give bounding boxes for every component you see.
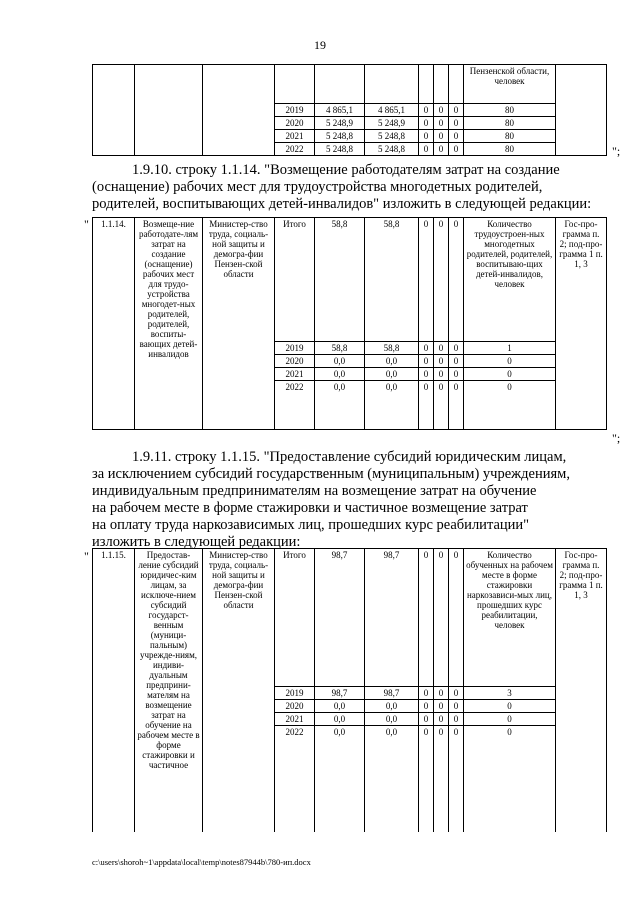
table-cell: 0 bbox=[434, 549, 449, 687]
table-cell: 0 bbox=[419, 549, 434, 687]
table-cell: 0 bbox=[449, 368, 464, 381]
table-cell: 2021 bbox=[275, 713, 315, 726]
table-cell bbox=[135, 65, 203, 156]
indicator-name: Количество трудоустроен-ных многодетных родителей, родителей, воспитываю-щих детей-инвалидов, человек bbox=[464, 218, 556, 342]
table-cell: 0 bbox=[464, 355, 556, 368]
table-cell: 0 bbox=[434, 218, 449, 342]
table-cell: 0 bbox=[419, 130, 434, 143]
table-cell: 0 bbox=[449, 117, 464, 130]
table-cell: 0 bbox=[449, 549, 464, 687]
table-cell: 0 bbox=[434, 355, 449, 368]
table-cell: 0 bbox=[464, 726, 556, 832]
table-cell: 0,0 bbox=[315, 355, 365, 368]
paragraph-1-9-11-line-6: изложить в следующей редакции: bbox=[92, 534, 301, 550]
table-cell: 0 bbox=[434, 381, 449, 430]
table-cell: 0,0 bbox=[315, 368, 365, 381]
table-cell: 2019 bbox=[275, 104, 315, 117]
table-cell: 0,0 bbox=[365, 381, 419, 430]
table-cell: 0 bbox=[419, 713, 434, 726]
table-top-continuation bbox=[92, 64, 607, 156]
table-cell: 58,8 bbox=[315, 218, 365, 342]
table-cell: 2021 bbox=[275, 368, 315, 381]
row-number: 1.1.15. bbox=[93, 549, 135, 832]
table-cell: 4 865,1 bbox=[315, 104, 365, 117]
table-cell: 98,7 bbox=[315, 687, 365, 700]
indicator-name: Количество обученных на рабочем месте в форме стажировки наркозависи-мых лиц, прошедших курс реабилитации, человек bbox=[464, 549, 556, 687]
table-cell: 80 bbox=[464, 104, 556, 117]
table-cell: 0 bbox=[419, 368, 434, 381]
table-cell: 0 bbox=[449, 687, 464, 700]
table-cell: 0 bbox=[434, 143, 449, 156]
open-quote: " bbox=[84, 217, 89, 231]
table-cell: 0 bbox=[434, 368, 449, 381]
paragraph-1-9-11-line-5: на оплату труда наркозависимых лиц, прошедших курс реабилитации" bbox=[92, 517, 530, 533]
table-cell: 0,0 bbox=[315, 381, 365, 430]
program-ref: Гос-про-грамма п. 2; под-про-грамма 1 п. 1, 3 bbox=[556, 218, 607, 430]
table-cell: 0 bbox=[449, 700, 464, 713]
table-cell: 2022 bbox=[275, 143, 315, 156]
table-cell: 5 248,8 bbox=[315, 130, 365, 143]
table-cell: 0,0 bbox=[315, 713, 365, 726]
table-cell: 98,7 bbox=[365, 549, 419, 687]
paragraph-1-9-11-line-3: индивидуальным предпринимателям на возмещение затрат на обучение bbox=[92, 483, 537, 499]
open-quote: " bbox=[84, 549, 89, 563]
table-cell: 3 bbox=[464, 687, 556, 700]
table-cell: 5 248,9 bbox=[315, 117, 365, 130]
table-cell: 2020 bbox=[275, 355, 315, 368]
table-cell: 0,0 bbox=[365, 726, 419, 832]
table-cell bbox=[203, 65, 275, 156]
table-cell: 1 bbox=[464, 342, 556, 355]
table-cell: 2019 bbox=[275, 342, 315, 355]
table-cell bbox=[419, 65, 434, 104]
table-cell: 58,8 bbox=[315, 342, 365, 355]
table-cell bbox=[434, 65, 449, 104]
table-cell: 0 bbox=[434, 117, 449, 130]
table-cell bbox=[556, 65, 607, 156]
table-cell: 0,0 bbox=[315, 700, 365, 713]
table-cell bbox=[275, 65, 315, 104]
table-cell: 0 bbox=[434, 342, 449, 355]
table-cell: 0 bbox=[449, 342, 464, 355]
table-cell: 0 bbox=[434, 687, 449, 700]
close-quote: "; bbox=[612, 144, 621, 158]
row-number: 1.1.14. bbox=[93, 218, 135, 430]
table-cell: 0,0 bbox=[365, 713, 419, 726]
table-cell bbox=[315, 65, 365, 104]
close-quote: "; bbox=[612, 431, 621, 445]
table-cell: 0,0 bbox=[365, 700, 419, 713]
table-cell: Итого bbox=[275, 549, 315, 687]
table-cell: 80 bbox=[464, 130, 556, 143]
table-cell: 0 bbox=[449, 381, 464, 430]
indicator-unit: Пензенской области, человек bbox=[464, 65, 556, 104]
table-cell: 0 bbox=[449, 713, 464, 726]
table-cell: 0 bbox=[464, 713, 556, 726]
table-cell bbox=[93, 65, 135, 156]
table-cell: 0,0 bbox=[365, 368, 419, 381]
table-cell: 0 bbox=[419, 342, 434, 355]
table-cell: Итого bbox=[275, 218, 315, 342]
table-cell: 5 248,8 bbox=[365, 130, 419, 143]
table-cell: 0 bbox=[419, 117, 434, 130]
table-cell: 0 bbox=[419, 726, 434, 832]
table-cell: 0 bbox=[419, 687, 434, 700]
measure-name: Предостав-ление субсидий юридичес-ким лицам, за исключе-нием субсидий государст-венным (муници-пальным) учрежде-ниям, индиви-дуальным предприни-мателям на возмещение затрат на обучение на рабочем месте в форме стажировки и частичное bbox=[135, 549, 203, 832]
table-cell: 5 248,8 bbox=[315, 143, 365, 156]
measure-name: Возмеще-ние работодате-лям затрат на создание (оснащение) рабочих мест для трудо-устройства многодет-ных родителей, родителей, воспиты-вающих детей-инвалидов bbox=[135, 218, 203, 430]
table-cell: 2022 bbox=[275, 381, 315, 430]
table-cell: 2019 bbox=[275, 687, 315, 700]
table-cell: 0 bbox=[449, 355, 464, 368]
table-cell: 0 bbox=[419, 104, 434, 117]
table-cell: 4 865,1 bbox=[365, 104, 419, 117]
paragraph-1-9-10-line-3: родителей, воспитывающих детей-инвалидов" изложить в следующей редакции: bbox=[92, 196, 592, 212]
table-cell: 2022 bbox=[275, 726, 315, 832]
table-cell: 98,7 bbox=[365, 687, 419, 700]
paragraph-1-9-10-line-1: 1.9.10. строку 1.1.14. "Возмещение работодателям затрат на создание bbox=[132, 162, 560, 178]
table-cell: 0 bbox=[464, 368, 556, 381]
table-cell: 80 bbox=[464, 117, 556, 130]
table-cell: 0 bbox=[419, 143, 434, 156]
table-cell bbox=[449, 65, 464, 104]
table-cell: 0 bbox=[419, 700, 434, 713]
table-cell: 2021 bbox=[275, 130, 315, 143]
table-cell: 0 bbox=[419, 381, 434, 430]
table-cell: 0 bbox=[464, 700, 556, 713]
table-cell: 0,0 bbox=[365, 355, 419, 368]
table-cell: 5 248,8 bbox=[365, 143, 419, 156]
paragraph-1-9-11-line-4: на рабочем месте в форме стажировки и частичное возмещение затрат bbox=[92, 500, 528, 516]
footer-file-path: c:\users\shoroh~1\appdata\local\temp\notes87944b\780-ип.docx bbox=[92, 857, 311, 867]
table-cell bbox=[365, 65, 419, 104]
table-cell: 0 bbox=[434, 726, 449, 832]
table-cell: 0 bbox=[449, 130, 464, 143]
table-cell: 0 bbox=[449, 726, 464, 832]
table-cell: 2020 bbox=[275, 117, 315, 130]
table-cell: 98,7 bbox=[315, 549, 365, 687]
table-cell: 0 bbox=[464, 381, 556, 430]
program-ref: Гос-про-грамма п. 2; под-про-грамма 1 п. 1, 3 bbox=[556, 549, 607, 832]
table-cell: 0 bbox=[419, 218, 434, 342]
executor: Министер-ство труда, социаль-ной защиты и демогра-фии Пензен-ской области bbox=[203, 218, 275, 430]
table-cell: 5 248,9 bbox=[365, 117, 419, 130]
table-cell: 0,0 bbox=[315, 726, 365, 832]
table-cell: 0 bbox=[449, 218, 464, 342]
table-row-1-1-15 bbox=[92, 548, 607, 832]
page-number: 19 bbox=[314, 38, 326, 52]
paragraph-1-9-11-line-2: за исключением субсидий государственным (муниципальным) учреждениям, bbox=[92, 466, 570, 482]
table-cell: 0 bbox=[434, 104, 449, 117]
paragraph-1-9-11-line-1: 1.9.11. строку 1.1.15. "Предоставление субсидий юридическим лицам, bbox=[132, 449, 567, 465]
table-cell: 2020 bbox=[275, 700, 315, 713]
table-cell: 0 bbox=[449, 104, 464, 117]
table-row-1-1-14 bbox=[92, 217, 607, 430]
table-cell: 0 bbox=[434, 700, 449, 713]
paragraph-1-9-10-line-2: (оснащение) рабочих мест для трудоустройства многодетных родителей, bbox=[92, 179, 543, 195]
table-cell: 58,8 bbox=[365, 218, 419, 342]
executor: Министер-ство труда, социаль-ной защиты и демогра-фии Пензен-ской области bbox=[203, 549, 275, 832]
table-cell: 0 bbox=[419, 355, 434, 368]
table-cell: 0 bbox=[449, 143, 464, 156]
table-cell: 0 bbox=[434, 130, 449, 143]
table-cell: 80 bbox=[464, 143, 556, 156]
table-cell: 58,8 bbox=[365, 342, 419, 355]
table-cell: 0 bbox=[434, 713, 449, 726]
